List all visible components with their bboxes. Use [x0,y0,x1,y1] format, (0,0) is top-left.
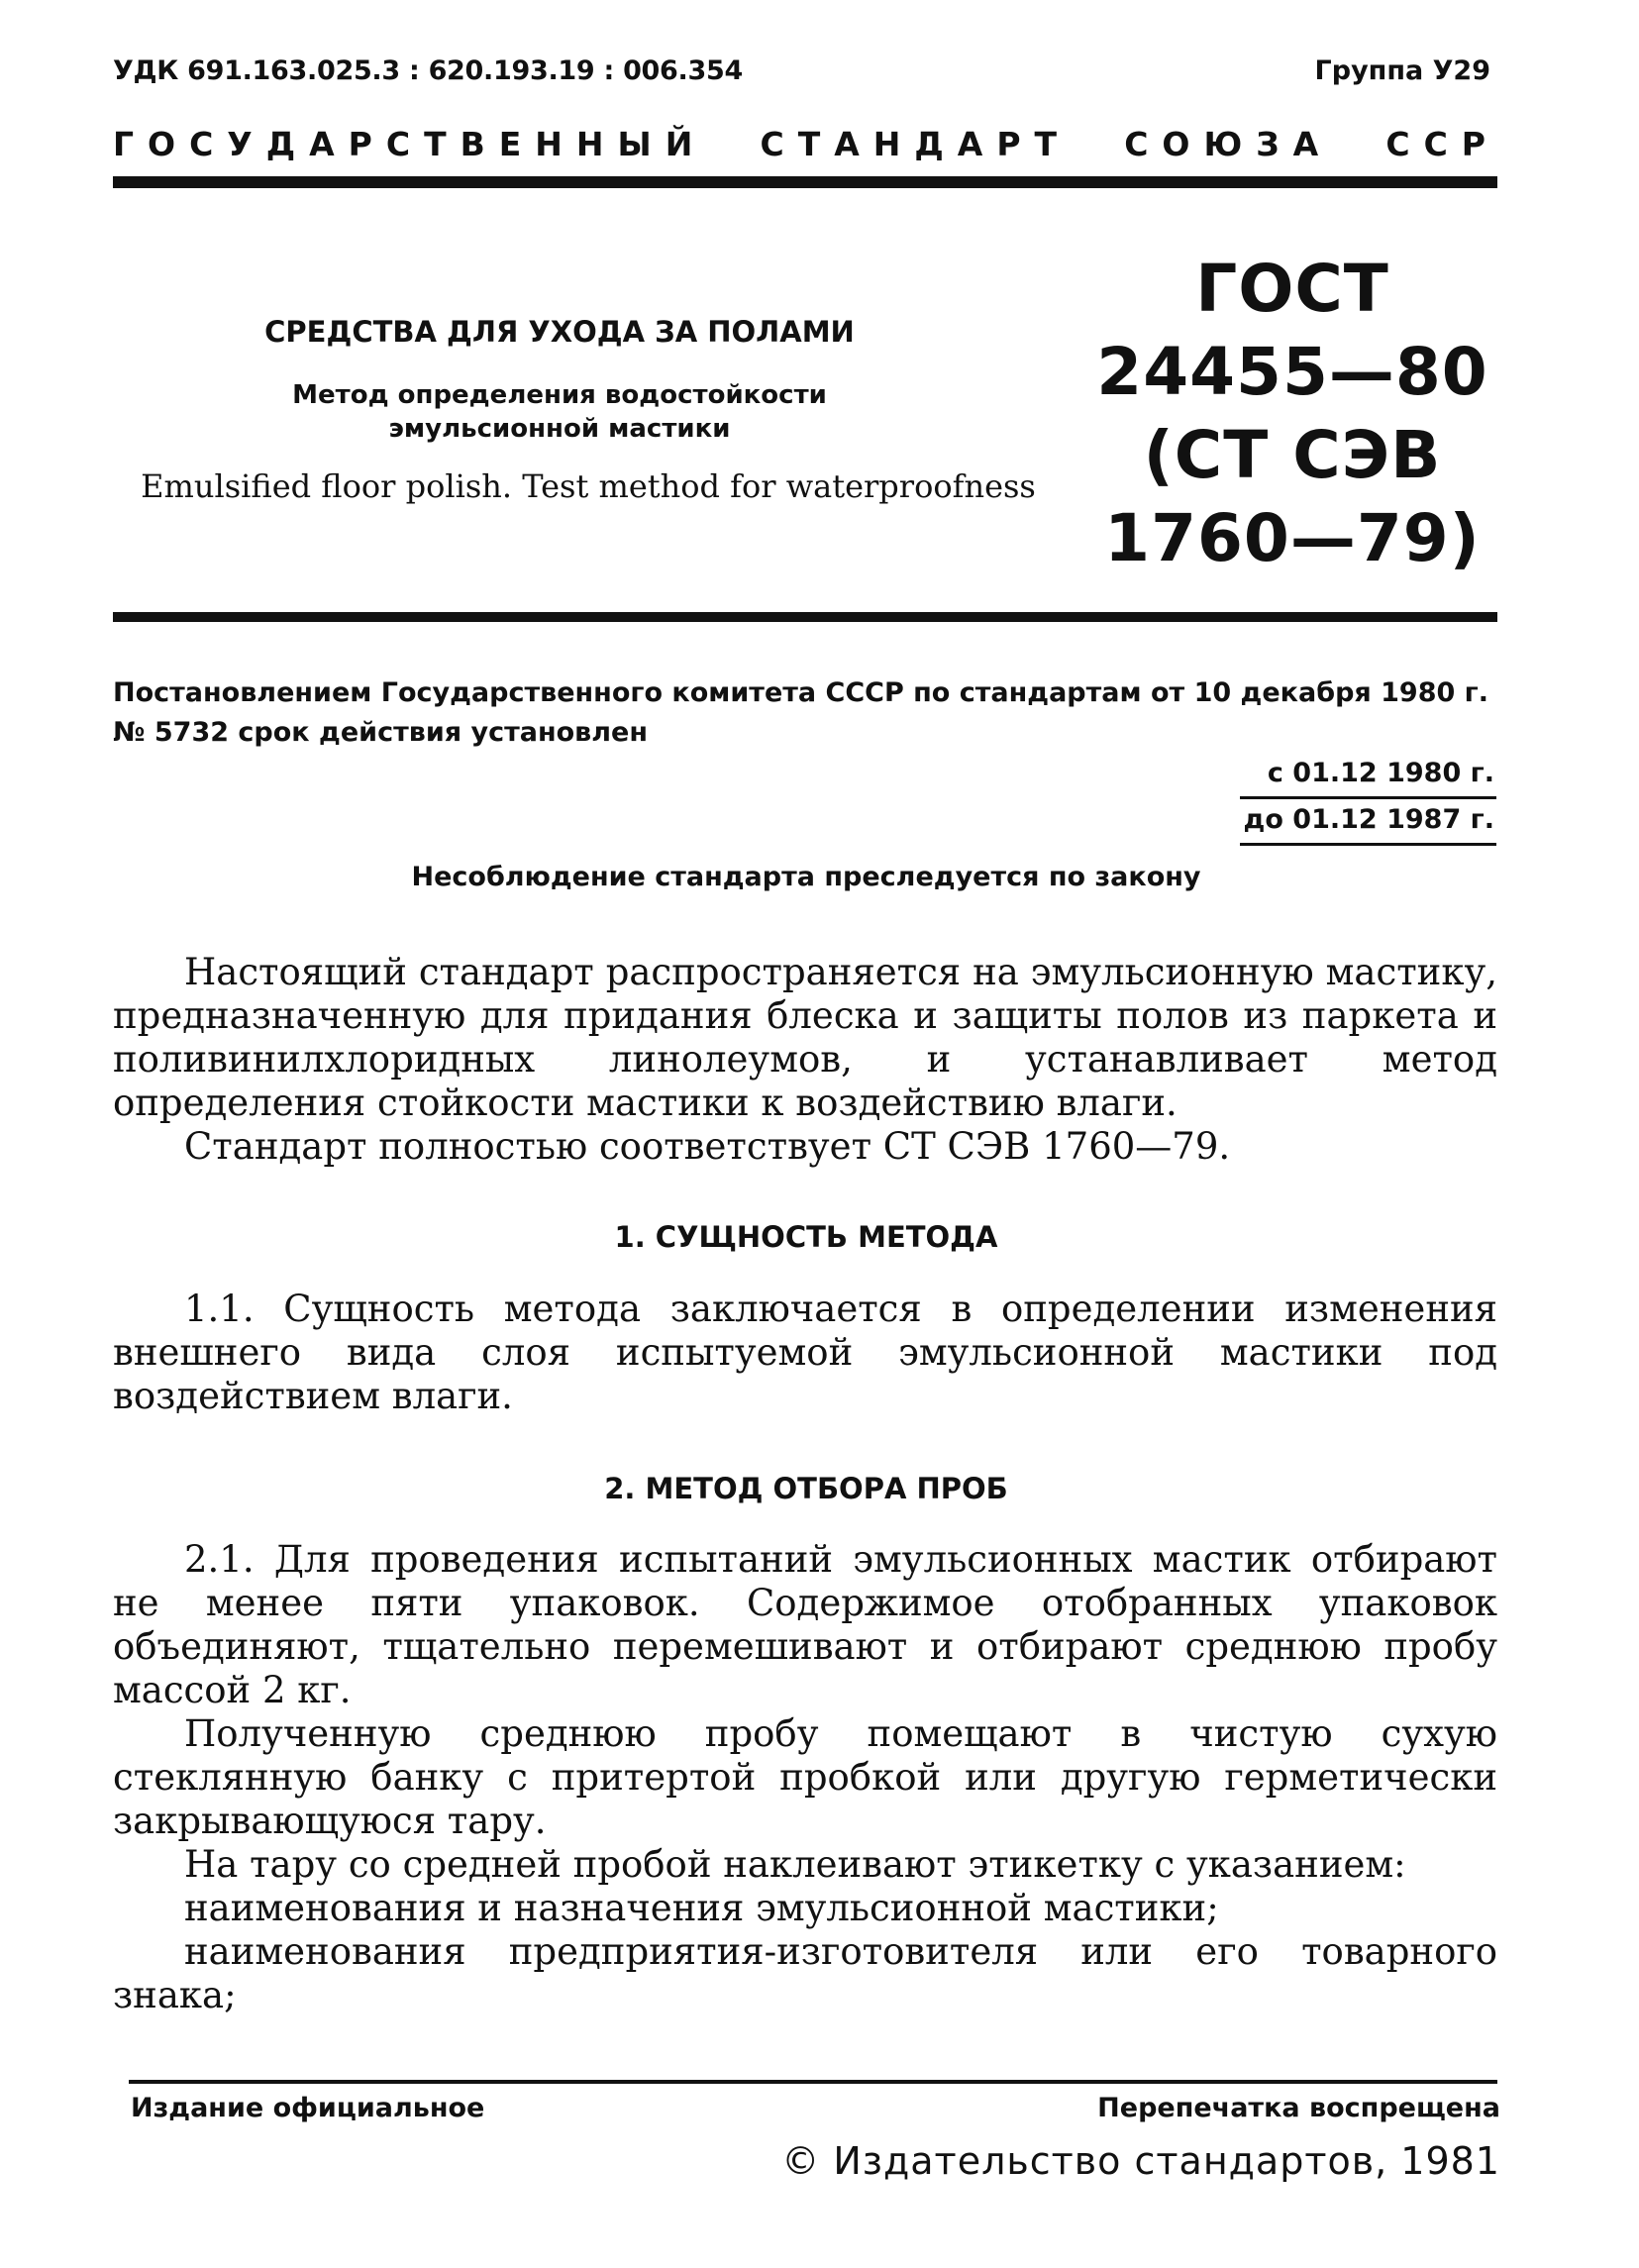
title-rule [113,612,1497,622]
section2-text [113,1538,1497,2017]
english-title: Emulsified floor polish. Test method for waterproofness [141,467,1036,505]
section1-text [113,1288,1497,1418]
decree-text: Постановлением Государственного комитета СССР по стандартам от 10 декабря 1980 г. № 5732 срок действия установлен [113,677,1489,748]
section-paragraph: 1.1. Сущность метода заключается в определении изменения внешнего вида слоя испытуемой эмульсионной мастики под воздействием влаги. [113,1288,1497,1417]
validity-dates [1240,753,1496,846]
date-from: с 01.12 1980 г. [1240,753,1496,799]
state-banner-word: ГОСУДАРСТВЕННЫЙ [113,125,707,163]
group-code: Группа У29 [1314,55,1490,86]
edition-label: Издание официальное [131,2093,485,2123]
section-heading: 1. СУЩНОСТЬ МЕТОДА [614,1220,998,1254]
document-title: СРЕДСТВА ДЛЯ УХОДА ЗА ПОЛАМИ [264,315,855,349]
legal-notice: Несоблюдение стандарта преследуется по закону [411,862,1201,892]
section-paragraph: наименования и назначения эмульсионной мастики; [184,1887,1219,1929]
reprint-notice: Перепечатка воспрещена [1097,2093,1500,2123]
state-banner-word: СТАНДАРТ [760,125,1072,163]
intro-paragraph: Стандарт полностью соответствует СТ СЭВ 1760—79. [184,1125,1231,1168]
header-rule [113,176,1497,188]
section-heading: 2. МЕТОД ОТБОРА ПРОБ [604,1472,1008,1505]
state-banner-word: СОЮЗА [1124,125,1333,163]
intro-paragraph: Настоящий стандарт распространяется на эмульсионную мастику, предназначенную для придания блеска и защиты полов из паркета и поливинилхлоридных линолеумов, и устанавливает метод определения стойкости мастики к воздействию влаги. [113,951,1497,1124]
state-banner-word: ССР [1385,125,1499,163]
date-to: до 01.12 1987 г. [1240,799,1496,846]
footer-rule [129,2080,1497,2084]
copyright: © Издательство стандартов, 1981 [781,2139,1500,2183]
section-paragraph: На тару со средней пробой наклеивают этикетку с указанием: [184,1843,1406,1886]
section-paragraph: 2.1. Для проведения испытаний эмульсионных мастик отбирают не менее пяти упаковок. Содержимое отобранных упаковок объединяют, тщательно перемешивают и отбирают среднюю пробу массой 2 кг. [113,1538,1497,1711]
document-subtitle: Метод определения водостойкости эмульсионной мастики [292,380,827,444]
gost-designation: ГОСТ 24455—80 (СТ СЭВ 1760—79) [1096,251,1488,576]
udk-code: УДК 691.163.025.3 : 620.193.19 : 006.354 [113,55,743,86]
section-paragraph: наименования предприятия-изготовителя или его товарного знака; [113,1930,1497,2016]
intro-text [113,951,1497,1169]
section-paragraph: Полученную среднюю пробу помещают в чистую сухую стеклянную банку с притертой пробкой или другую герметически закрывающуюся тару. [113,1712,1497,1842]
state-standard-banner [113,125,1499,163]
